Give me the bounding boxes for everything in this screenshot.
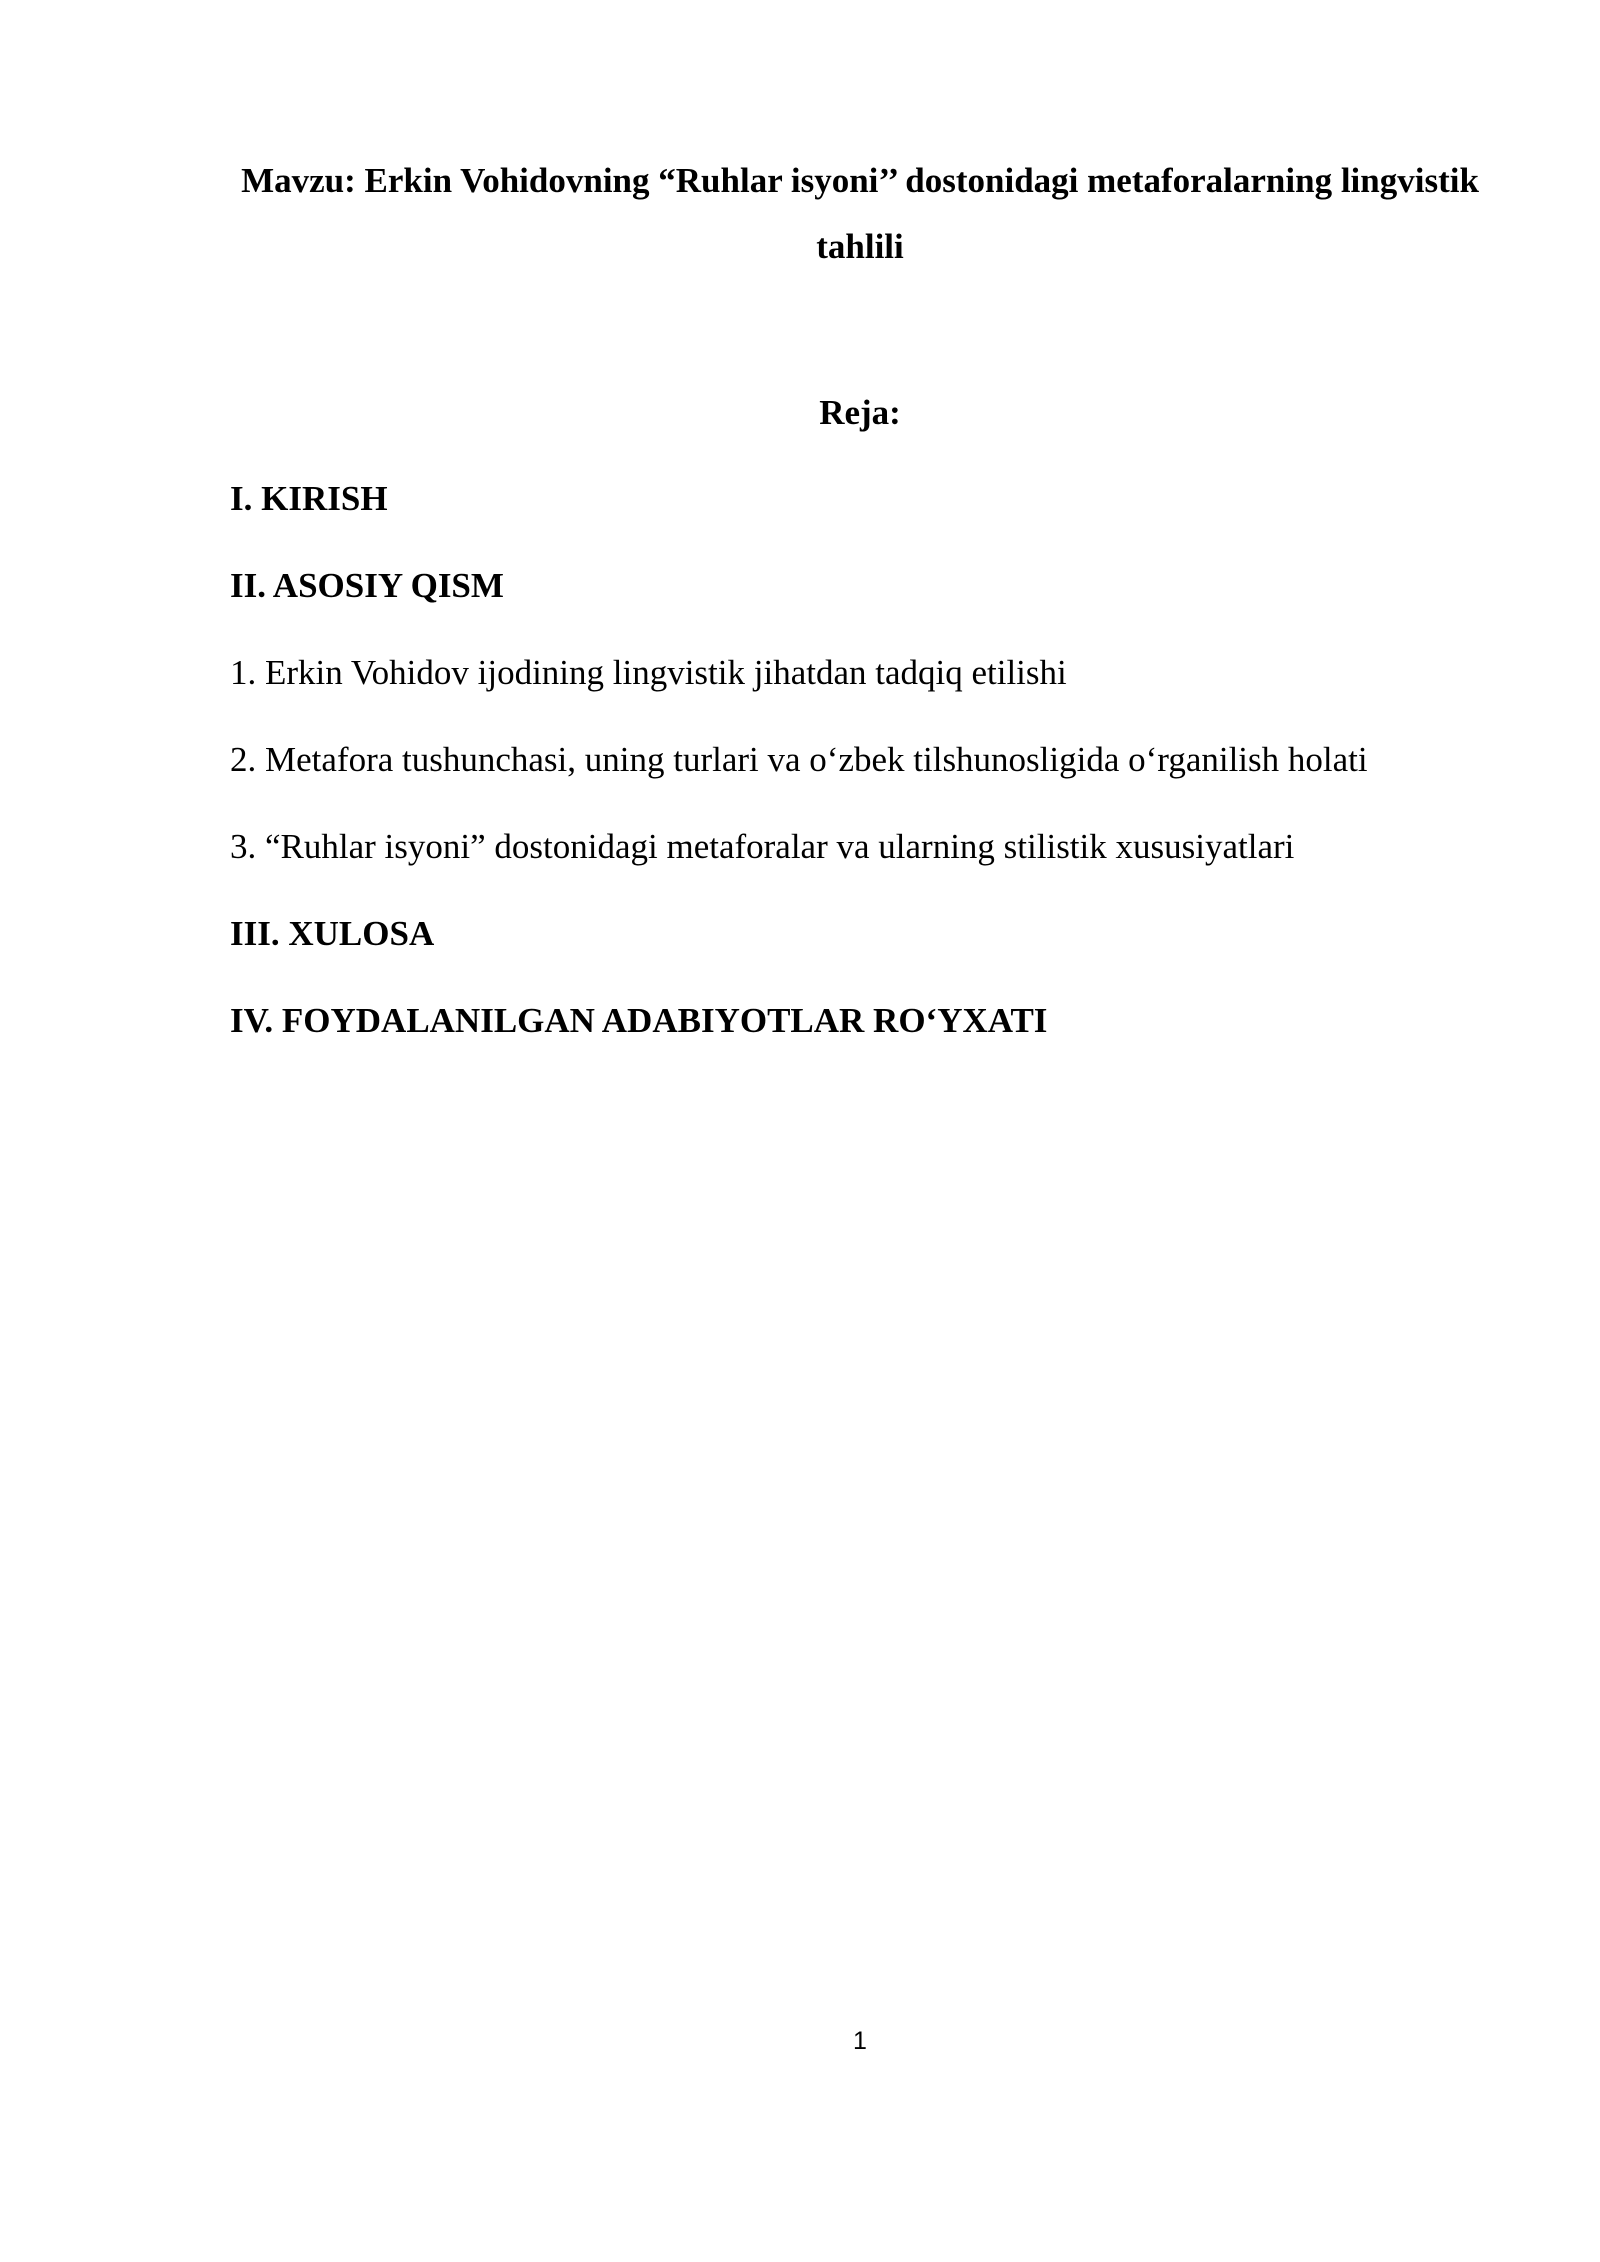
plan-item-subsection-2: 2. Metafora tushunchasi, uning turlari va o‘zbek tilshunosligida o‘rganilish holati xyxy=(230,740,1368,779)
plan-item-introduction: I. KIRISH xyxy=(230,479,388,518)
document-title: Mavzu: Erkin Vohidovning “Ruhlar isyoni’’ dostonidagi metaforalarning lingvistik tahlili xyxy=(241,161,1479,266)
plan-heading: Reja: xyxy=(819,393,901,432)
plan-item-conclusion: III. XULOSA xyxy=(230,914,435,953)
plan-item-main-part: II. ASOSIY QISM xyxy=(230,566,504,605)
plan-item-subsection-3: 3. “Ruhlar isyoni” dostonidagi metaforalar va ularning stilistik xususiyatlari xyxy=(230,827,1295,866)
plan-item-references: IV. FOYDALANILGAN ADABIYOTLAR RO‘YXATI xyxy=(230,1001,1048,1040)
page-number: 1 xyxy=(853,2027,867,2055)
plan-item-subsection-1: 1. Erkin Vohidov ijodining lingvistik jihatdan tadqiq etilishi xyxy=(230,653,1067,692)
plan-list xyxy=(230,476,1368,1085)
